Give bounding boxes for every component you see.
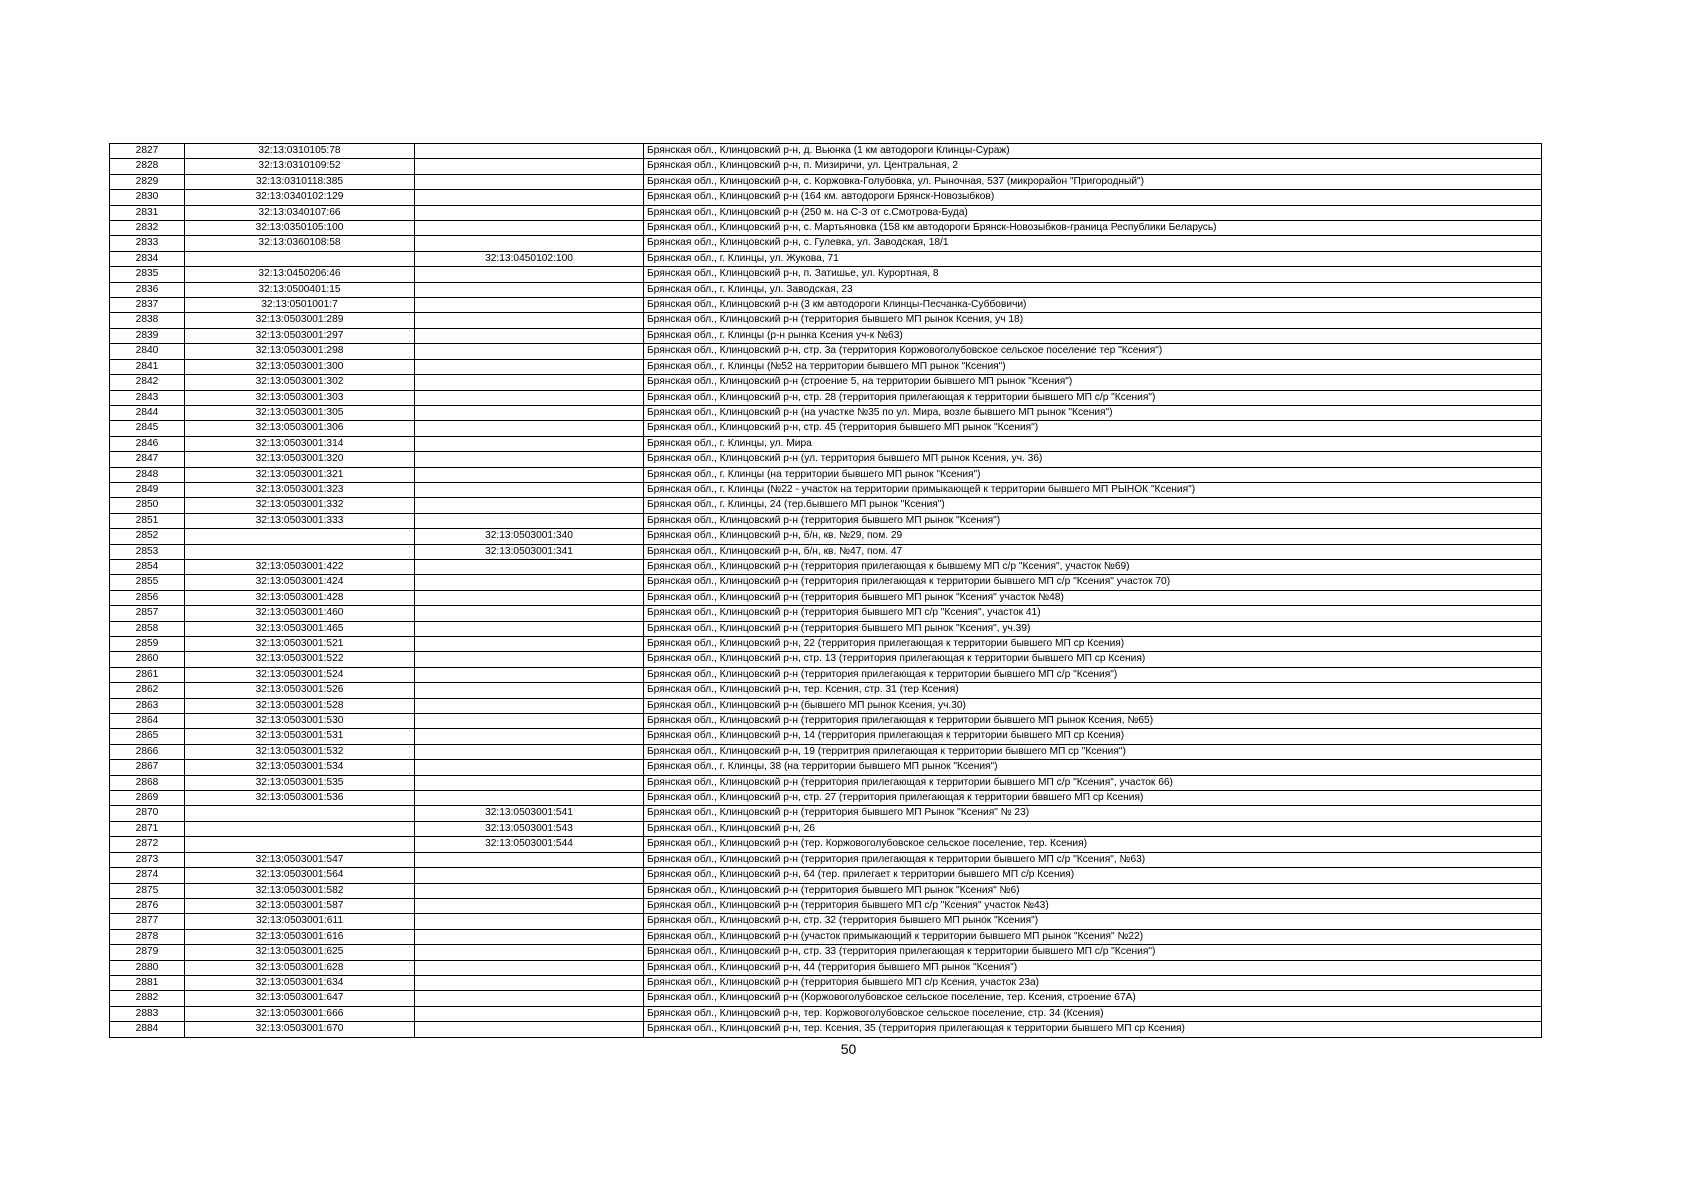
cadastral-number-alt-cell	[415, 637, 644, 652]
address-cell: Брянская обл., Клинцовский р-н (строение 5, на территории бывшего МП рынок "Ксения")	[644, 375, 1542, 390]
cadastral-number-cell: 32:13:0503001:582	[185, 883, 415, 898]
cadastral-number-cell: 32:13:0503001:666	[185, 1006, 415, 1021]
row-number-cell: 2847	[110, 452, 185, 467]
cadastral-number-alt-cell	[415, 652, 644, 667]
table-row	[110, 421, 1542, 436]
row-number-cell: 2828	[110, 159, 185, 174]
table-row	[110, 236, 1542, 251]
cadastral-number-alt-cell	[415, 575, 644, 590]
cadastral-number-cell: 32:13:0503001:647	[185, 991, 415, 1006]
row-number-cell: 2857	[110, 606, 185, 621]
row-number-cell: 2827	[110, 144, 185, 159]
table-row	[110, 436, 1542, 451]
cadastral-number-alt-cell	[415, 236, 644, 251]
address-cell: Брянская обл., Клинцовский р-н, 14 (территория прилегающая к территории бывшего МП ср Ксения)	[644, 729, 1542, 744]
address-cell: Брянская обл., Клинцовский р-н (участок примыкающий к территории бывшего МП рынок "Ксения" №22)	[644, 929, 1542, 944]
row-number-cell: 2875	[110, 883, 185, 898]
address-cell: Брянская обл., Клинцовский р-н, б/н, кв. №47, пом. 47	[644, 544, 1542, 559]
row-number-cell: 2844	[110, 405, 185, 420]
address-cell: Брянская обл., Клинцовский р-н (250 м. на С-З от с.Смотрова-Буда)	[644, 205, 1542, 220]
cadastral-number-alt-cell	[415, 190, 644, 205]
row-number-cell: 2853	[110, 544, 185, 559]
row-number-cell: 2837	[110, 298, 185, 313]
row-number-cell: 2865	[110, 729, 185, 744]
cadastral-number-cell: 32:13:0503001:422	[185, 559, 415, 574]
cadastral-number-cell: 32:13:0340102:129	[185, 190, 415, 205]
table-row	[110, 513, 1542, 528]
address-cell: Брянская обл., г. Клинцы (№52 на территории бывшего МП рынок "Ксения")	[644, 359, 1542, 374]
table-row	[110, 729, 1542, 744]
cadastral-number-cell: 32:13:0450206:46	[185, 267, 415, 282]
cadastral-number-alt-cell	[415, 313, 644, 328]
table-row	[110, 313, 1542, 328]
row-number-cell: 2832	[110, 221, 185, 236]
cadastral-number-cell: 32:13:0503001:428	[185, 590, 415, 605]
address-cell: Брянская обл., г. Клинцы, 24 (тер.бывшего МП рынок "Ксения")	[644, 498, 1542, 513]
cadastral-number-alt-cell	[415, 359, 644, 374]
cadastral-number-alt-cell	[415, 298, 644, 313]
cadastral-number-cell: 32:13:0503001:670	[185, 1022, 415, 1037]
cadastral-number-alt-cell	[415, 344, 644, 359]
row-number-cell: 2876	[110, 898, 185, 913]
address-cell: Брянская обл., Клинцовский р-н, п. Мизиричи, ул. Центральная, 2	[644, 159, 1542, 174]
table-row	[110, 791, 1542, 806]
address-cell: Брянская обл., Клинцовский р-н (территория бывшего МП рынок Ксения, уч 18)	[644, 313, 1542, 328]
address-cell: Брянская обл., Клинцовский р-н (территория бывшего МП с/р Ксения, участок 23а)	[644, 975, 1542, 990]
row-number-cell: 2868	[110, 775, 185, 790]
table-row	[110, 621, 1542, 636]
cadastral-number-cell: 32:13:0503001:534	[185, 760, 415, 775]
cadastral-number-cell: 32:13:0503001:289	[185, 313, 415, 328]
cadastral-number-cell	[185, 837, 415, 852]
address-cell: Брянская обл., г. Клинцы (на территории бывшего МП рынок "Ксения")	[644, 467, 1542, 482]
cadastral-number-alt-cell: 32:13:0503001:340	[415, 529, 644, 544]
table-row	[110, 498, 1542, 513]
address-cell: Брянская обл., Клинцовский р-н, тер. Коржовоголубовское сельское поселение, стр. 34 (Ксения)	[644, 1006, 1542, 1021]
cadastral-number-cell: 32:13:0503001:460	[185, 606, 415, 621]
cadastral-number-cell	[185, 821, 415, 836]
row-number-cell: 2838	[110, 313, 185, 328]
table-row	[110, 328, 1542, 343]
row-number-cell: 2863	[110, 698, 185, 713]
cadastral-number-cell	[185, 529, 415, 544]
cadastral-number-alt-cell	[415, 698, 644, 713]
row-number-cell: 2869	[110, 791, 185, 806]
row-number-cell: 2855	[110, 575, 185, 590]
row-number-cell: 2860	[110, 652, 185, 667]
cadastral-number-alt-cell	[415, 436, 644, 451]
cadastral-number-alt-cell	[415, 868, 644, 883]
row-number-cell: 2830	[110, 190, 185, 205]
cadastral-number-cell: 32:13:0503001:616	[185, 929, 415, 944]
address-cell: Брянская обл., Клинцовский р-н, стр. 32 (территория бывшего МП рынок "Ксения")	[644, 914, 1542, 929]
table-row	[110, 806, 1542, 821]
cadastral-number-cell: 32:13:0503001:634	[185, 975, 415, 990]
table-row	[110, 821, 1542, 836]
address-cell: Брянская обл., Клинцовский р-н, д. Вьюнка (1 км автодороги Клинцы-Сураж)	[644, 144, 1542, 159]
cadastral-number-alt-cell	[415, 144, 644, 159]
cadastral-number-alt-cell	[415, 714, 644, 729]
cadastral-number-cell: 32:13:0503001:297	[185, 328, 415, 343]
cadastral-number-alt-cell	[415, 482, 644, 497]
cadastral-number-cell: 32:13:0503001:522	[185, 652, 415, 667]
table-row	[110, 590, 1542, 605]
row-number-cell: 2879	[110, 945, 185, 960]
address-cell: Брянская обл., Клинцовский р-н (территория бывшего МП рынок "Ксения")	[644, 513, 1542, 528]
address-cell: Брянская обл., Клинцовский р-н (территория бывшего МП рынок "Ксения" №6)	[644, 883, 1542, 898]
row-number-cell: 2872	[110, 837, 185, 852]
table-row	[110, 637, 1542, 652]
cadastral-number-alt-cell	[415, 883, 644, 898]
table-row	[110, 975, 1542, 990]
cadastral-number-cell: 32:13:0503001:314	[185, 436, 415, 451]
address-cell: Брянская обл., Клинцовский р-н, тер. Ксения, 35 (территория прилегающая к территории бывшего МП ср Ксения)	[644, 1022, 1542, 1037]
address-cell: Брянская обл., Клинцовский р-н, с. Мартьяновка (158 км автодороги Брянск-Новозыбков-граница Республики Беларусь)	[644, 221, 1542, 236]
cadastral-number-cell: 32:13:0503001:547	[185, 852, 415, 867]
cadastral-number-cell: 32:13:0503001:332	[185, 498, 415, 513]
table-row	[110, 575, 1542, 590]
table-row	[110, 929, 1542, 944]
table-row	[110, 544, 1542, 559]
cadastral-number-cell: 32:13:0503001:321	[185, 467, 415, 482]
cadastral-number-cell: 32:13:0503001:536	[185, 791, 415, 806]
cadastral-number-alt-cell	[415, 221, 644, 236]
cadastral-number-alt-cell	[415, 405, 644, 420]
address-cell: Брянская обл., Клинцовский р-н (164 км. автодороги Брянск-Новозыбков)	[644, 190, 1542, 205]
table-row	[110, 667, 1542, 682]
row-number-cell: 2839	[110, 328, 185, 343]
cadastral-number-alt-cell	[415, 991, 644, 1006]
table-row	[110, 883, 1542, 898]
cadastral-number-cell: 32:13:0501001:7	[185, 298, 415, 313]
address-cell: Брянская обл., Клинцовский р-н (территория бывшего МП рынок "Ксения" участок №48)	[644, 590, 1542, 605]
address-cell: Брянская обл., г. Клинцы (р-н рынка Ксения уч-к №63)	[644, 328, 1542, 343]
table-row	[110, 698, 1542, 713]
cadastral-number-cell: 32:13:0310118:385	[185, 174, 415, 189]
cadastral-number-cell: 32:13:0503001:535	[185, 775, 415, 790]
row-number-cell: 2858	[110, 621, 185, 636]
address-cell: Брянская обл., Клинцовский р-н, тер. Ксения, стр. 31 (тер Ксения)	[644, 683, 1542, 698]
table-row	[110, 267, 1542, 282]
row-number-cell: 2831	[110, 205, 185, 220]
row-number-cell: 2843	[110, 390, 185, 405]
cadastral-number-alt-cell	[415, 960, 644, 975]
table-row	[110, 868, 1542, 883]
table-row	[110, 960, 1542, 975]
cadastral-number-alt-cell	[415, 282, 644, 297]
row-number-cell: 2845	[110, 421, 185, 436]
address-cell: Брянская обл., Клинцовский р-н (на участке №35 по ул. Мира, возле бывшего МП рынок "Ксения")	[644, 405, 1542, 420]
row-number-cell: 2850	[110, 498, 185, 513]
address-cell: Брянская обл., Клинцовский р-н, 22 (территория прилегающая к территории бывшего МП ср Ксения)	[644, 637, 1542, 652]
row-number-cell: 2873	[110, 852, 185, 867]
address-cell: Брянская обл., Клинцовский р-н, стр. 3а (территория Коржовоголубовское сельское поселение тер "Ксения")	[644, 344, 1542, 359]
row-number-cell: 2834	[110, 251, 185, 266]
cadastral-number-cell: 32:13:0503001:564	[185, 868, 415, 883]
cadastral-number-alt-cell	[415, 791, 644, 806]
cadastral-number-cell: 32:13:0503001:521	[185, 637, 415, 652]
table-row	[110, 482, 1542, 497]
table-row	[110, 775, 1542, 790]
row-number-cell: 2842	[110, 375, 185, 390]
cadastral-number-cell: 32:13:0503001:628	[185, 960, 415, 975]
table-row	[110, 298, 1542, 313]
address-cell: Брянская обл., г. Клинцы, ул. Жукова, 71	[644, 251, 1542, 266]
address-cell: Брянская обл., г. Клинцы, ул. Мира	[644, 436, 1542, 451]
row-number-cell: 2881	[110, 975, 185, 990]
row-number-cell: 2851	[110, 513, 185, 528]
table-row	[110, 174, 1542, 189]
cadastral-number-cell: 32:13:0503001:302	[185, 375, 415, 390]
address-cell: Брянская обл., Клинцовский р-н (территория прилегающая к территории бывшего МП с/р "Ксения", участок 66)	[644, 775, 1542, 790]
cadastral-number-alt-cell	[415, 390, 644, 405]
cadastral-number-cell: 32:13:0503001:306	[185, 421, 415, 436]
row-number-cell: 2846	[110, 436, 185, 451]
address-cell: Брянская обл., г. Клинцы, 38 (на территории бывшего МП рынок "Ксения")	[644, 760, 1542, 775]
cadastral-number-cell: 32:13:0503001:298	[185, 344, 415, 359]
cadastral-number-cell: 32:13:0503001:300	[185, 359, 415, 374]
cadastral-number-cell: 32:13:0503001:303	[185, 390, 415, 405]
cadastral-number-cell: 32:13:0503001:333	[185, 513, 415, 528]
cadastral-number-cell: 32:13:0340107:66	[185, 205, 415, 220]
cadastral-number-alt-cell	[415, 606, 644, 621]
cadastral-number-alt-cell	[415, 667, 644, 682]
cadastral-number-cell: 32:13:0350105:100	[185, 221, 415, 236]
row-number-cell: 2884	[110, 1022, 185, 1037]
address-cell: Брянская обл., Клинцовский р-н (территория прилегающая к территории бывшего МП с/р "Ксения", №63)	[644, 852, 1542, 867]
address-cell: Брянская обл., Клинцовский р-н (территория бывшего МП Рынок "Ксения" № 23)	[644, 806, 1542, 821]
address-cell: Брянская обл., Клинцовский р-н, 64 (тер. прилегает к территории бывшего МП с/р Ксения)	[644, 868, 1542, 883]
cadastral-number-alt-cell	[415, 559, 644, 574]
row-number-cell: 2849	[110, 482, 185, 497]
table-row	[110, 714, 1542, 729]
table-row	[110, 359, 1542, 374]
cadastral-number-cell	[185, 806, 415, 821]
cadastral-number-cell: 32:13:0503001:532	[185, 744, 415, 759]
cadastral-number-cell: 32:13:0503001:305	[185, 405, 415, 420]
cadastral-number-alt-cell	[415, 898, 644, 913]
cadastral-number-alt-cell	[415, 729, 644, 744]
cadastral-number-alt-cell	[415, 590, 644, 605]
cadastral-number-cell: 32:13:0503001:465	[185, 621, 415, 636]
row-number-cell: 2856	[110, 590, 185, 605]
row-number-cell: 2874	[110, 868, 185, 883]
cadastral-number-alt-cell: 32:13:0503001:544	[415, 837, 644, 852]
cadastral-number-alt-cell	[415, 760, 644, 775]
row-number-cell: 2871	[110, 821, 185, 836]
cadastral-number-alt-cell	[415, 467, 644, 482]
row-number-cell: 2867	[110, 760, 185, 775]
table-row	[110, 683, 1542, 698]
table-row	[110, 852, 1542, 867]
cadastral-number-cell: 32:13:0503001:531	[185, 729, 415, 744]
cadastral-number-alt-cell	[415, 744, 644, 759]
cadastral-number-alt-cell	[415, 975, 644, 990]
row-number-cell: 2848	[110, 467, 185, 482]
table-row	[110, 744, 1542, 759]
row-number-cell: 2841	[110, 359, 185, 374]
table-row	[110, 390, 1542, 405]
table-row	[110, 344, 1542, 359]
cadastral-number-cell: 32:13:0503001:611	[185, 914, 415, 929]
cadastral-number-cell: 32:13:0503001:526	[185, 683, 415, 698]
address-cell: Брянская обл., Клинцовский р-н, стр. 28 (территория прилегающая к территории бывшего МП с/р "Ксения")	[644, 390, 1542, 405]
address-cell: Брянская обл., Клинцовский р-н, стр. 13 (территория прилегающая к территории бывшего МП ср Ксения)	[644, 652, 1542, 667]
cadastral-number-cell: 32:13:0503001:424	[185, 575, 415, 590]
table-row	[110, 452, 1542, 467]
table-row	[110, 991, 1542, 1006]
cadastral-number-alt-cell	[415, 621, 644, 636]
table-row	[110, 529, 1542, 544]
row-number-cell: 2840	[110, 344, 185, 359]
table-row	[110, 760, 1542, 775]
row-number-cell: 2829	[110, 174, 185, 189]
cadastral-number-alt-cell	[415, 421, 644, 436]
cadastral-number-alt-cell	[415, 929, 644, 944]
address-cell: Брянская обл., Клинцовский р-н, с. Гулевка, ул. Заводская, 18/1	[644, 236, 1542, 251]
table-row	[110, 1006, 1542, 1021]
cadastral-number-alt-cell	[415, 205, 644, 220]
address-cell: Брянская обл., Клинцовский р-н, п. Затишье, ул. Курортная, 8	[644, 267, 1542, 282]
table-row	[110, 405, 1542, 420]
table-row	[110, 190, 1542, 205]
row-number-cell: 2861	[110, 667, 185, 682]
cadastral-number-cell: 32:13:0500401:15	[185, 282, 415, 297]
address-cell: Брянская обл., Клинцовский р-н, 26	[644, 821, 1542, 836]
address-cell: Брянская обл., Клинцовский р-н (тер. Коржовоголубовское сельское поселение, тер. Ксения)	[644, 837, 1542, 852]
cadastral-number-alt-cell	[415, 452, 644, 467]
address-cell: Брянская обл., Клинцовский р-н, 19 (территрия прилегающая к территории бывшего МП ср "Ксения")	[644, 744, 1542, 759]
cadastral-number-cell: 32:13:0503001:528	[185, 698, 415, 713]
cadastral-number-alt-cell	[415, 513, 644, 528]
row-number-cell: 2877	[110, 914, 185, 929]
address-cell: Брянская обл., Клинцовский р-н, 44 (территория бывшего МП рынок "Ксения")	[644, 960, 1542, 975]
row-number-cell: 2833	[110, 236, 185, 251]
table-row	[110, 251, 1542, 266]
table-row	[110, 282, 1542, 297]
table-row	[110, 144, 1542, 159]
row-number-cell: 2836	[110, 282, 185, 297]
registry-table	[109, 143, 1542, 1038]
cadastral-number-alt-cell	[415, 159, 644, 174]
cadastral-number-alt-cell	[415, 328, 644, 343]
cadastral-number-alt-cell: 32:13:0503001:341	[415, 544, 644, 559]
cadastral-number-alt-cell	[415, 945, 644, 960]
cadastral-number-cell	[185, 544, 415, 559]
cadastral-number-alt-cell	[415, 914, 644, 929]
table-row	[110, 559, 1542, 574]
table-row	[110, 837, 1542, 852]
address-cell: Брянская обл., Клинцовский р-н (территория прилегающая к территории бывшего МП с/р "Ксения")	[644, 667, 1542, 682]
address-cell: Брянская обл., г. Клинцы (№22 - участок на территории примыкающей к территории бывшего МП РЫНОК "Ксения")	[644, 482, 1542, 497]
table-row	[110, 898, 1542, 913]
address-cell: Брянская обл., Клинцовский р-н (территория прилегающая к бывшему МП с/р "Ксения", участок №69)	[644, 559, 1542, 574]
address-cell: Брянская обл., Клинцовский р-н (территория бывшего МП с/р "Ксения", участок 41)	[644, 606, 1542, 621]
cadastral-number-cell: 32:13:0503001:323	[185, 482, 415, 497]
cadastral-number-cell: 32:13:0310105:78	[185, 144, 415, 159]
table-row	[110, 159, 1542, 174]
cadastral-number-alt-cell: 32:13:0503001:541	[415, 806, 644, 821]
page-number: 50	[840, 1041, 857, 1057]
row-number-cell: 2862	[110, 683, 185, 698]
row-number-cell: 2852	[110, 529, 185, 544]
address-cell: Брянская обл., Клинцовский р-н, б/н, кв. №29, пом. 29	[644, 529, 1542, 544]
row-number-cell: 2883	[110, 1006, 185, 1021]
row-number-cell: 2878	[110, 929, 185, 944]
cadastral-number-alt-cell	[415, 174, 644, 189]
table-row	[110, 375, 1542, 390]
cadastral-number-cell: 32:13:0503001:530	[185, 714, 415, 729]
address-cell: Брянская обл., Клинцовский р-н (3 км автодороги Клинцы-Песчанка-Суббовичи)	[644, 298, 1542, 313]
address-cell: Брянская обл., Клинцовский р-н, с. Коржовка-Голубовка, ул. Рыночная, 537 (микрорайон "Пригородный")	[644, 174, 1542, 189]
row-number-cell: 2864	[110, 714, 185, 729]
address-cell: Брянская обл., Клинцовский р-н, стр. 33 (территория прилегающая к территории бывшего МП с/р "Ксения")	[644, 945, 1542, 960]
cadastral-number-alt-cell	[415, 1006, 644, 1021]
row-number-cell: 2866	[110, 744, 185, 759]
cadastral-number-cell: 32:13:0503001:320	[185, 452, 415, 467]
address-cell: Брянская обл., Клинцовский р-н (территория прилегающая к территории бывшего МП с/р "Ксения" участок 70)	[644, 575, 1542, 590]
table-row	[110, 221, 1542, 236]
row-number-cell: 2854	[110, 559, 185, 574]
address-cell: Брянская обл., Клинцовский р-н (территория прилегающая к территории бывшего МП рынок Ксения, №65)	[644, 714, 1542, 729]
cadastral-number-alt-cell	[415, 852, 644, 867]
row-number-cell: 2880	[110, 960, 185, 975]
row-number-cell: 2835	[110, 267, 185, 282]
cadastral-number-cell: 32:13:0503001:587	[185, 898, 415, 913]
cadastral-number-cell	[185, 251, 415, 266]
address-cell: Брянская обл., Клинцовский р-н (Коржовоголубовское сельское поселение, тер. Ксения, строение 67А)	[644, 991, 1542, 1006]
cadastral-number-alt-cell	[415, 683, 644, 698]
cadastral-number-cell: 32:13:0360108:58	[185, 236, 415, 251]
table-row	[110, 467, 1542, 482]
address-cell: Брянская обл., Клинцовский р-н (ул. территория бывшего МП рынок Ксения, уч. 36)	[644, 452, 1542, 467]
address-cell: Брянская обл., Клинцовский р-н (территория бывшего МП с/р "Ксения" участок №43)	[644, 898, 1542, 913]
cadastral-number-alt-cell	[415, 375, 644, 390]
table-row	[110, 945, 1542, 960]
cadastral-number-alt-cell	[415, 775, 644, 790]
cadastral-number-cell: 32:13:0503001:524	[185, 667, 415, 682]
address-cell: Брянская обл., г. Клинцы, ул. Заводская, 23	[644, 282, 1542, 297]
table-row	[110, 606, 1542, 621]
address-cell: Брянская обл., Клинцовский р-н, стр. 27 (территория прилегающая к территории бввшего МП ср Ксения)	[644, 791, 1542, 806]
row-number-cell: 2870	[110, 806, 185, 821]
cadastral-number-alt-cell	[415, 498, 644, 513]
row-number-cell: 2859	[110, 637, 185, 652]
address-cell: Брянская обл., Клинцовский р-н, стр. 45 (территория бывшего МП рынок "Ксения")	[644, 421, 1542, 436]
cadastral-number-alt-cell: 32:13:0503001:543	[415, 821, 644, 836]
table-row	[110, 205, 1542, 220]
cadastral-number-alt-cell	[415, 267, 644, 282]
cadastral-number-alt-cell	[415, 1022, 644, 1037]
cadastral-number-alt-cell: 32:13:0450102:100	[415, 251, 644, 266]
table-row	[110, 652, 1542, 667]
address-cell: Брянская обл., Клинцовский р-н (бывшего МП рынок Ксения, уч.30)	[644, 698, 1542, 713]
cadastral-number-cell: 32:13:0310109:52	[185, 159, 415, 174]
address-cell: Брянская обл., Клинцовский р-н (территория бывшего МП рынок "Ксения", уч.39)	[644, 621, 1542, 636]
row-number-cell: 2882	[110, 991, 185, 1006]
table-row	[110, 914, 1542, 929]
cadastral-number-cell: 32:13:0503001:625	[185, 945, 415, 960]
table-row	[110, 1022, 1542, 1037]
registry-table-body	[110, 144, 1542, 1038]
